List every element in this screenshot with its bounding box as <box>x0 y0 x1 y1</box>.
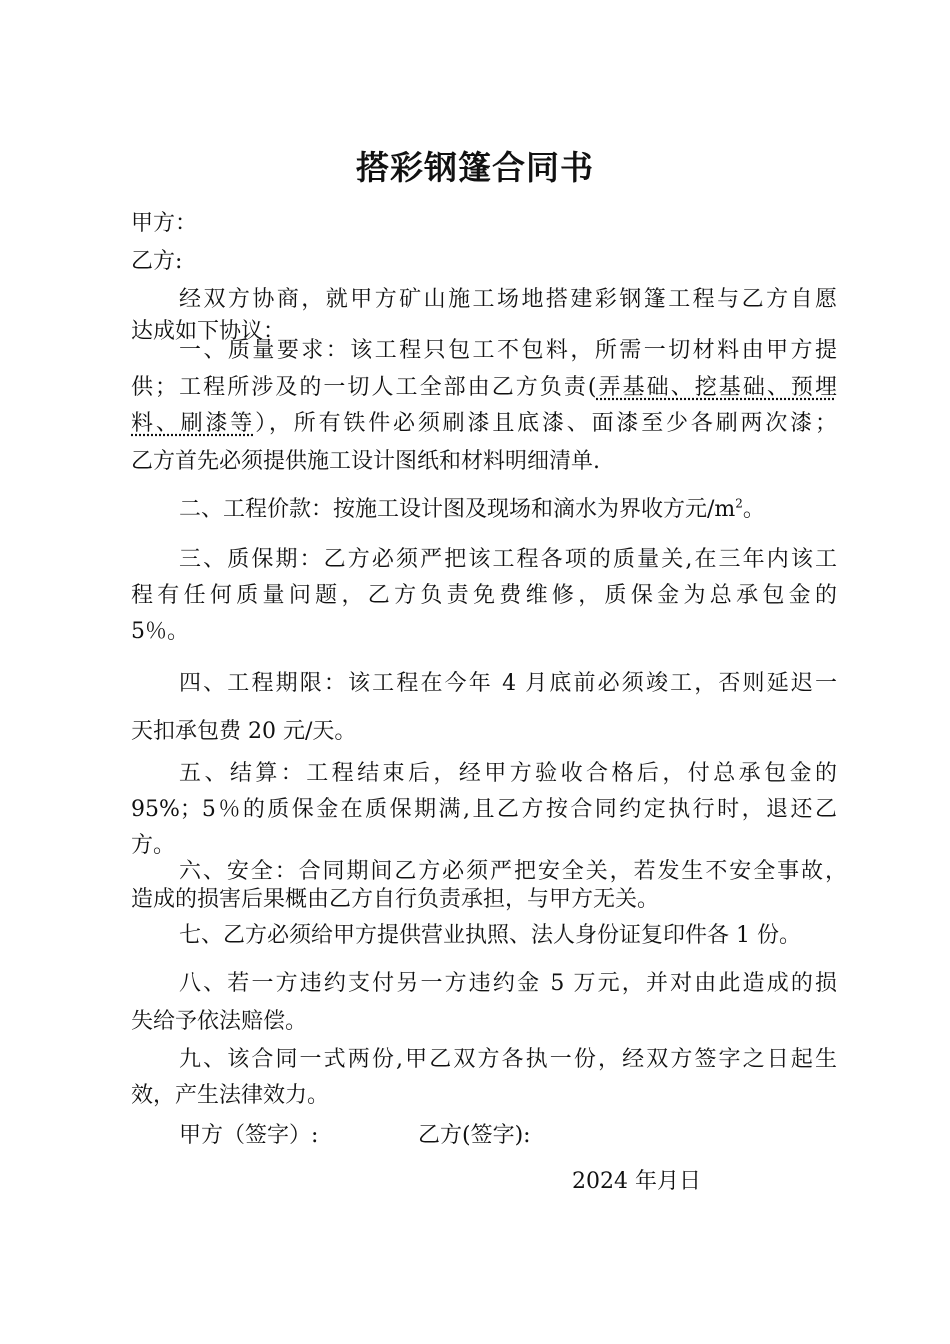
clause-1-line-3 <box>131 406 837 442</box>
party-b-label: 乙方: <box>131 249 183 274</box>
intro-line-1: 经双方协商，就甲方矿山施工场地搭建彩钢篷工程与乙方自愿 <box>179 287 837 312</box>
clause-5-line-1: 五、结算：工程结束后，经甲方验收合格后，付总承包金的 <box>179 761 837 786</box>
clause-1-underlined-text: 料、刷漆等 <box>131 411 256 436</box>
clause-3-line-3: 5％。 <box>131 619 189 644</box>
clause-1-line-2 <box>131 370 837 406</box>
signing-date: 2024 年月日 <box>572 1169 701 1194</box>
clause-2-text: 二、工程价款：按施工设计图及现场和滴水为界收方元/m <box>179 497 736 522</box>
clause-2 <box>179 492 837 528</box>
party-a-signature-label: 甲方（签字）: <box>179 1123 319 1148</box>
clause-4-line-2: 天扣承包费 20 元/天。 <box>131 719 357 744</box>
clause-9-line-2: 效，产生法律效力。 <box>131 1083 330 1108</box>
clause-8-line-1: 八、若一方违约支付另一方违约金 5 万元，并对由此造成的损 <box>179 971 837 996</box>
clause-3-line-1: 三、质保期：乙方必须严把该工程各项的质量关,在三年内该工 <box>179 547 837 572</box>
clause-5-line-3: 方。 <box>131 833 176 858</box>
clause-1-line-4: 乙方首先必须提供施工设计图纸和材料明细清单. <box>131 449 600 474</box>
clause-8-line-2: 失给予依法赔偿。 <box>131 1009 308 1034</box>
clause-9-line-1: 九、该合同一式两份,甲乙双方各执一份，经双方签字之日起生 <box>179 1047 837 1072</box>
clause-2-superscript: 2 <box>735 496 743 511</box>
clause-5-line-2: 95%；5％的质保金在质保期满,且乙方按合同约定执行时，退还乙 <box>131 797 837 822</box>
clause-1-text: ），所有铁件必须刷漆且底漆、面漆至少各刷两次漆； <box>255 411 837 436</box>
clause-1-underlined-text: 弄基础、挖基础、预埋 <box>596 375 837 400</box>
clause-1-line-1: 一、质量要求：该工程只包工不包料，所需一切材料由甲方提 <box>179 338 837 363</box>
clause-3-line-2: 程有任何质量问题，乙方负责免费维修，质保金为总承包金的 <box>131 583 837 608</box>
clause-6-line-2: 造成的损害后果概由乙方自行负责承担，与甲方无关。 <box>131 887 660 912</box>
clause-4-line-1: 四、工程期限：该工程在今年 4 月底前必须竣工，否则延迟一 <box>179 671 837 696</box>
clause-2-end: 。 <box>742 497 765 522</box>
clause-1-text: 供；工程所涉及的一切人工全部由乙方负责( <box>131 375 597 400</box>
intro-line-2: 达成如下协议： <box>131 319 286 344</box>
clause-7: 七、乙方必须给甲方提供营业执照、法人身份证复印件各 1 份。 <box>179 923 801 948</box>
party-a-label: 甲方： <box>131 211 198 236</box>
document-title: 搭彩钢篷合同书 <box>356 148 594 187</box>
clause-6-line-1: 六、安全：合同期间乙方必须严把安全关，若发生不安全事故， <box>179 859 847 884</box>
party-b-signature-label: 乙方(签字): <box>418 1123 531 1148</box>
